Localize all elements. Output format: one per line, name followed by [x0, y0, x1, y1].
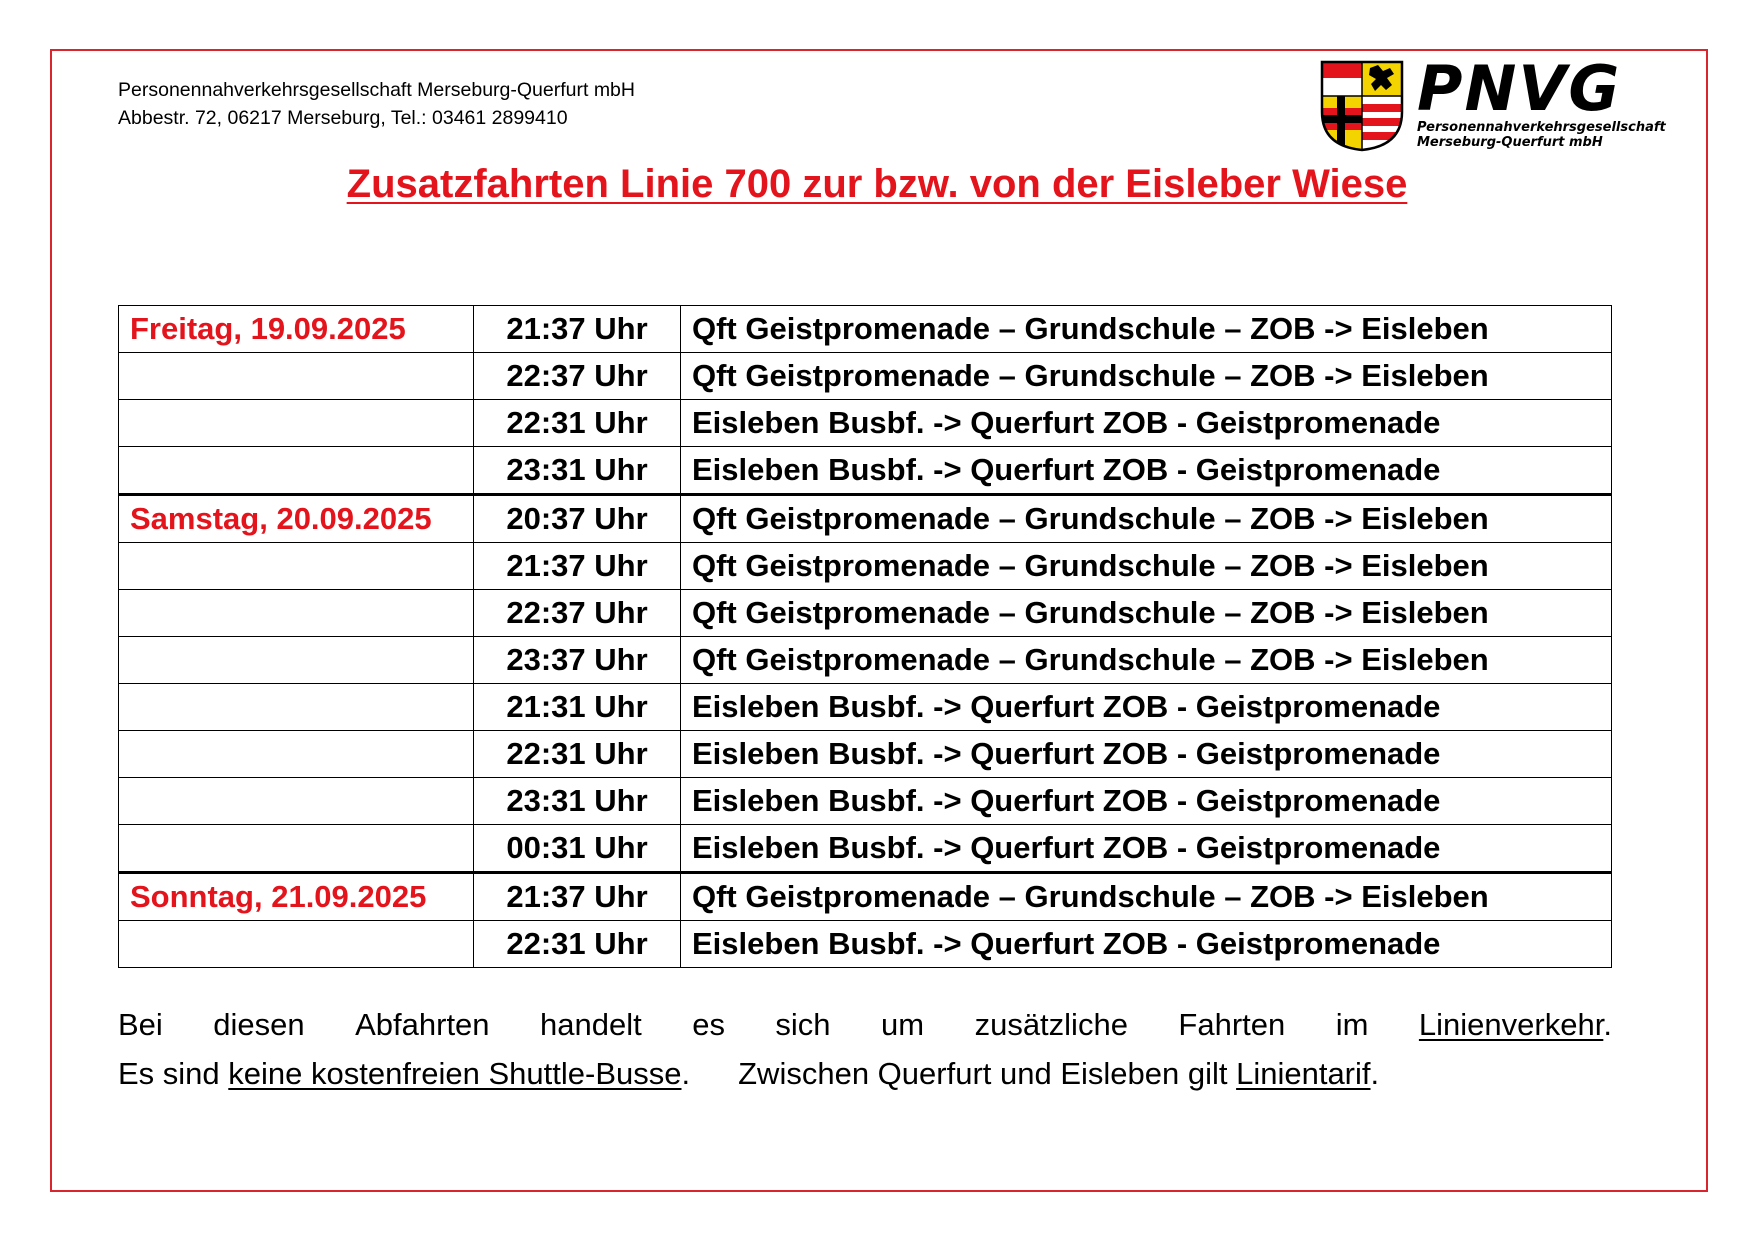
schedule-row [119, 921, 1612, 968]
route-cell: Eisleben Busbf. -> Querfurt ZOB - Geistpromenade [681, 731, 1612, 778]
note-word: handelt [540, 1007, 642, 1042]
schedule-row [119, 306, 1612, 353]
note-word: es [692, 1007, 725, 1042]
schedule-row [119, 543, 1612, 590]
coat-of-arms-icon [1320, 60, 1404, 152]
schedule-row [119, 637, 1612, 684]
note-word: Bei [118, 1007, 163, 1042]
note-line-2 [118, 1049, 1612, 1098]
day-cell: Sonntag, 21.09.2025 [119, 873, 474, 921]
page-title [0, 162, 1754, 207]
schedule-row [119, 778, 1612, 825]
day-cell [119, 353, 474, 400]
company-name: Personennahverkehrsgesellschaft Merseburg-Querfurt mbH [118, 79, 635, 101]
note-period: . [681, 1056, 691, 1091]
logo-subtitle [1417, 120, 1666, 150]
note-word: sich [775, 1007, 831, 1042]
note-text: Zwischen Querfurt und Eisleben gilt [738, 1056, 1237, 1091]
company-address [118, 76, 635, 132]
schedule-row [119, 825, 1612, 873]
time-cell: 22:37 Uhr [474, 353, 681, 400]
day-cell [119, 400, 474, 447]
day-cell [119, 590, 474, 637]
route-cell: Qft Geistpromenade – Grundschule – ZOB -> Eisleben [681, 495, 1612, 543]
route-cell: Qft Geistpromenade – Grundschule – ZOB -> Eisleben [681, 306, 1612, 353]
route-cell: Eisleben Busbf. -> Querfurt ZOB - Geistpromenade [681, 447, 1612, 495]
route-cell: Eisleben Busbf. -> Querfurt ZOB - Geistpromenade [681, 400, 1612, 447]
logo-subtitle-line2: Merseburg-Querfurt mbH [1417, 135, 1603, 150]
schedule-row [119, 400, 1612, 447]
route-cell: Eisleben Busbf. -> Querfurt ZOB - Geistpromenade [681, 778, 1612, 825]
route-cell: Eisleben Busbf. -> Querfurt ZOB - Geistpromenade [681, 825, 1612, 873]
day-cell [119, 731, 474, 778]
time-cell: 23:31 Uhr [474, 447, 681, 495]
schedule-row [119, 495, 1612, 543]
linienverkehr-text: Linienverkehr [1418, 1007, 1604, 1042]
note-period: . [1603, 1007, 1612, 1042]
time-cell: 21:37 Uhr [474, 306, 681, 353]
route-cell: Qft Geistpromenade – Grundschule – ZOB -> Eisleben [681, 590, 1612, 637]
schedule-row [119, 590, 1612, 637]
logo-brand: PNVG [1417, 52, 1622, 125]
schedule-table [118, 305, 1612, 968]
time-cell: 23:37 Uhr [474, 637, 681, 684]
time-cell: 23:31 Uhr [474, 778, 681, 825]
schedule-row [119, 684, 1612, 731]
note-word-last [1419, 1000, 1612, 1049]
page-title-text: Zusatzfahrten Linie 700 zur bzw. von der Eisleber Wiese [346, 162, 1408, 206]
schedule-row [119, 873, 1612, 921]
schedule-row [119, 447, 1612, 495]
route-cell: Eisleben Busbf. -> Querfurt ZOB - Geistpromenade [681, 921, 1612, 968]
no-free-shuttle-text: keine kostenfreien Shuttle-Busse [228, 1056, 682, 1091]
day-cell [119, 921, 474, 968]
time-cell: 20:37 Uhr [474, 495, 681, 543]
note-word: Fahrten [1178, 1007, 1286, 1042]
day-cell [119, 825, 474, 873]
day-cell [119, 637, 474, 684]
note-word: um [881, 1007, 925, 1042]
info-note [118, 1000, 1612, 1098]
note-line-1 [118, 1000, 1612, 1049]
note-word: zusätzliche [974, 1007, 1128, 1042]
time-cell: 22:31 Uhr [474, 400, 681, 447]
day-cell: Samstag, 20.09.2025 [119, 495, 474, 543]
time-cell: 21:37 Uhr [474, 543, 681, 590]
note-text: Es sind [118, 1056, 229, 1091]
schedule-row [119, 353, 1612, 400]
logo-subtitle-line1: Personennahverkehrsgesellschaft [1417, 120, 1666, 135]
time-cell: 21:31 Uhr [474, 684, 681, 731]
note-word: im [1335, 1007, 1369, 1042]
day-cell [119, 684, 474, 731]
day-cell [119, 543, 474, 590]
note-period: . [1370, 1056, 1380, 1091]
time-cell: 22:31 Uhr [474, 921, 681, 968]
day-cell [119, 447, 474, 495]
time-cell: 22:31 Uhr [474, 731, 681, 778]
schedule-row [119, 731, 1612, 778]
time-cell: 00:31 Uhr [474, 825, 681, 873]
route-cell: Qft Geistpromenade – Grundschule – ZOB -> Eisleben [681, 637, 1612, 684]
route-cell: Eisleben Busbf. -> Querfurt ZOB - Geistpromenade [681, 684, 1612, 731]
company-contact: Abbestr. 72, 06217 Merseburg, Tel.: 03461 2899410 [118, 107, 568, 129]
day-cell [119, 778, 474, 825]
linientarif-text: Linientarif [1236, 1056, 1371, 1091]
day-cell: Freitag, 19.09.2025 [119, 306, 474, 353]
note-word: Abfahrten [355, 1007, 490, 1042]
route-cell: Qft Geistpromenade – Grundschule – ZOB -> Eisleben [681, 543, 1612, 590]
time-cell: 22:37 Uhr [474, 590, 681, 637]
route-cell: Qft Geistpromenade – Grundschule – ZOB -> Eisleben [681, 353, 1612, 400]
pnvg-logo [1320, 52, 1700, 156]
route-cell: Qft Geistpromenade – Grundschule – ZOB -> Eisleben [681, 873, 1612, 921]
note-word: diesen [213, 1007, 305, 1042]
time-cell: 21:37 Uhr [474, 873, 681, 921]
